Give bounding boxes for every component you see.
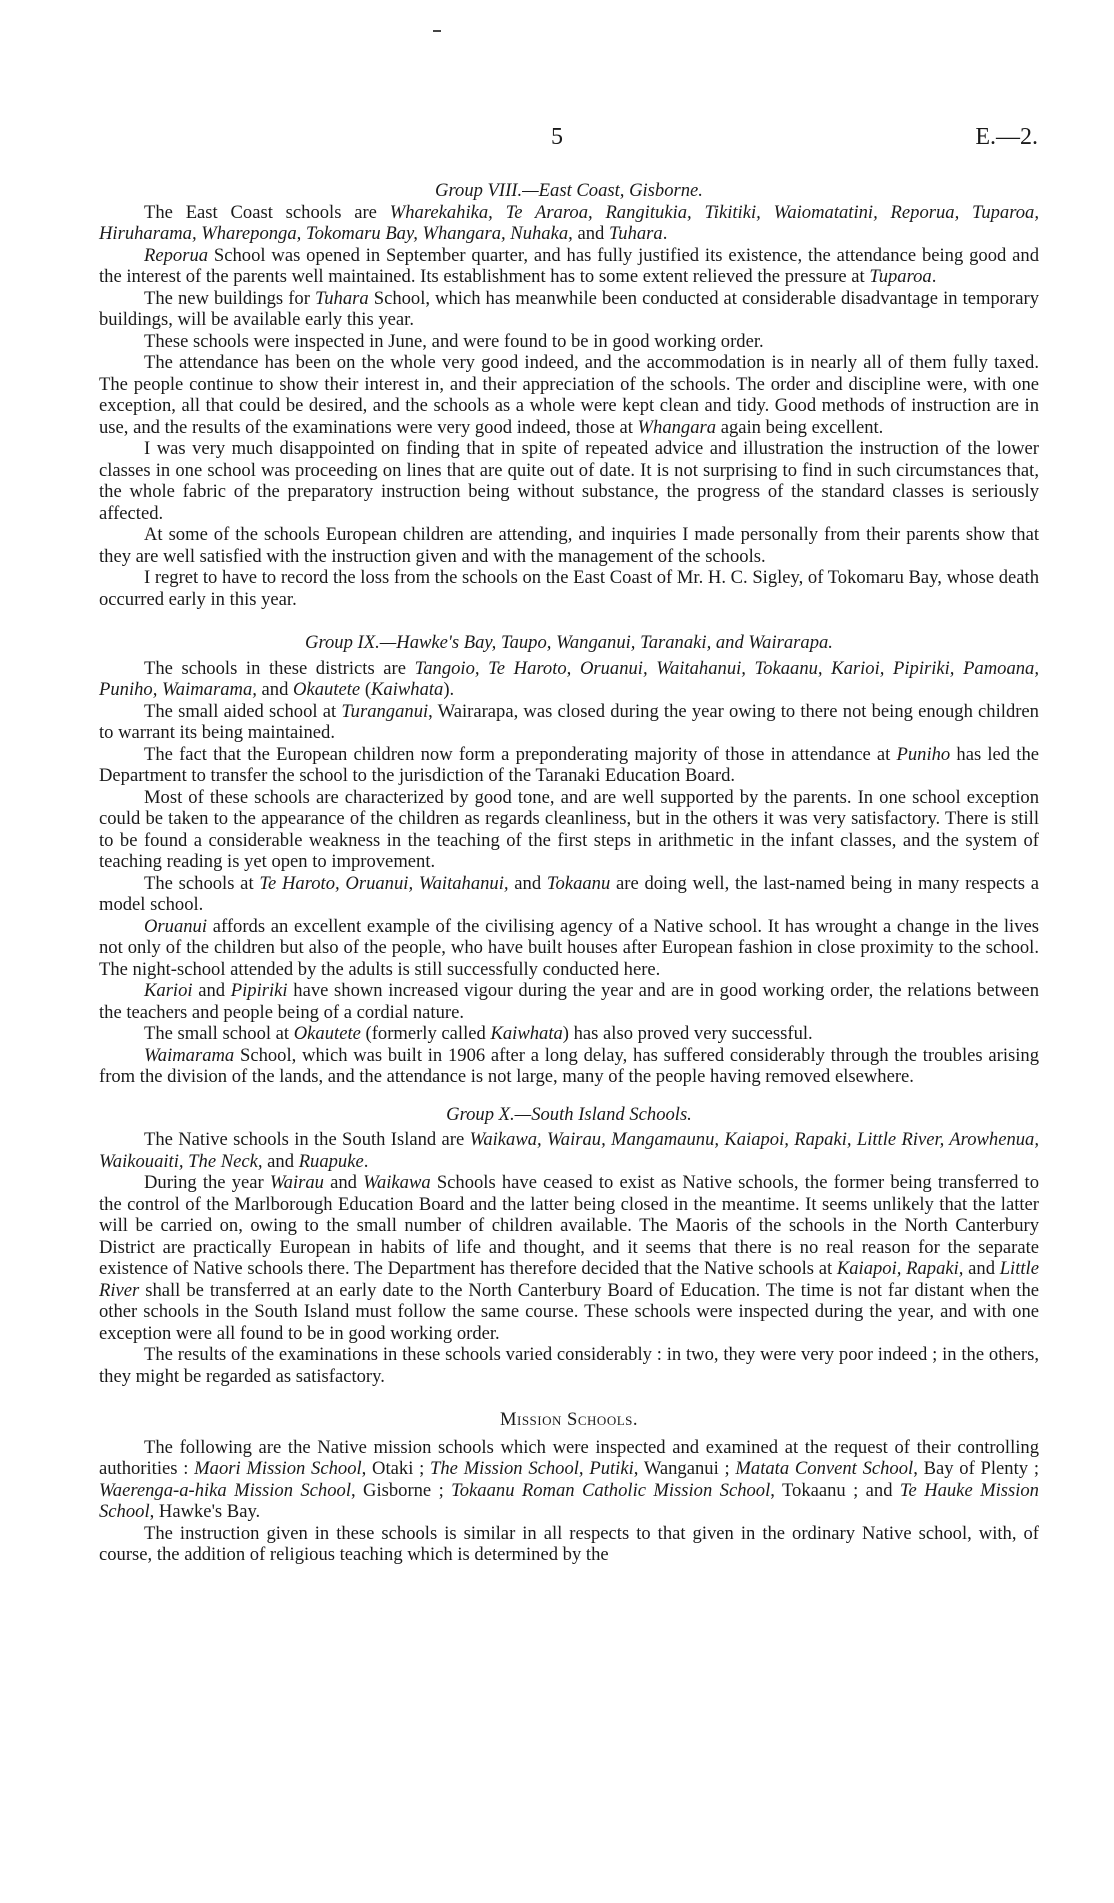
group-9-paragraph-5: The schools at Te Haroto, Oruanui, Waitahanui, and Tokaanu are doing well, the last-named being in many respects a model school. — [99, 872, 1039, 915]
group-9-paragraph-7: Karioi and Pipiriki have shown increased vigour during the year and are in good working order, the relations between the teachers and people being of a cordial nature. — [99, 980, 1039, 1023]
mission-paragraph-2: The instruction given in these schools is similar in all respects to that given in the ordinary Native school, with, of course, the addition of religious teaching which is determined by the — [99, 1522, 1039, 1565]
group-8-paragraph-1: The East Coast schools are Wharekahika, Te Araroa, Rangitukia, Tikitiki, Waiomatatini, Reporua, Tuparoa, Hiruharama, Whareponga, Tokomaru Bay, Whangara, Nuhaka, and Tuhara. — [99, 201, 1040, 244]
group-9-heading: Group IX.—Hawke's Bay, Taupo, Wanganui, Taranaki, and Wairarapa. — [305, 632, 833, 653]
group-8-paragraph-7: At some of the schools European children are attending, and inquiries I made personally from their parents show that they are well satisfied with the instruction given and with the management of the schools. — [99, 524, 1039, 567]
group-8-paragraph-4: These schools were inspected in June, and were found to be in good working order. — [144, 330, 764, 352]
group-8-paragraph-8: I regret to have to record the loss from the schools on the East Coast of Mr. H. C. Sigley, of Tokomaru Bay, whose death occurred early in this year. — [99, 567, 1039, 610]
group-9-paragraph-2: The small aided school at Turanganui, Wairarapa, was closed during the year owing to there not being enough children to warrant its being maintained. — [99, 700, 1039, 743]
group-9-paragraph-3: The fact that the European children now form a preponderating majority of those in attendance at Puniho has led the Department to transfer the school to the jurisdiction of the Taranaki Education Board. — [99, 743, 1039, 786]
group-9-paragraph-6: Oruanui affords an excellent example of the civilising agency of a Native school. It has wrought a change in the lives not only of the children but also of the people, who have built houses after European fashion in close proximity to the school. The night-school attended by the adults is still successfully conducted here. — [99, 915, 1039, 980]
group-10-heading: Group X.—South Island Schools. — [446, 1103, 692, 1125]
mission-schools-heading: Mission Schools. — [499, 1409, 639, 1430]
group-9-paragraph-9: Waimarama School, which was built in 1906 after a long delay, has suffered considerably through the troubles arising from the division of the lands, and the attendance is not large, many of the people having removed elsewhere. — [99, 1044, 1039, 1087]
group-9-paragraph-8: The small school at Okautete (formerly called Kaiwhata) has also proved very successful. — [144, 1023, 813, 1044]
top-mark — [433, 30, 441, 32]
document-body — [99, 180, 1039, 1566]
group-8-paragraph-5: The attendance has been on the whole very good indeed, and the accommodation is in nearly all of them fully taxed. The people continue to show their interest in, and their appreciation of the schools. The order and discipline were, with one exception, all that could be desired, and the schools as a whole were kept clean and tidy. Good methods of instruction are in use, and the results of the examinations were very good indeed, those at Whangara again being excellent. — [99, 352, 1039, 438]
group-9-paragraph-1: The schools in these districts are Tangoio, Te Haroto, Oruanui, Waitahanui, Tokaanu, Karioi, Pipiriki, Pamoana, Puniho, Waimarama, and Okautete (Kaiwhata). — [99, 657, 1039, 700]
group-10-paragraph-3: The results of the examinations in these schools varied considerably : in two, they were very poor indeed ; in the others, they might be regarded as satisfactory. — [99, 1344, 1039, 1387]
group-8-paragraph-2: Reporua School was opened in September quarter, and has fully justified its existence, the attendance being good and the interest of the parents well maintained. Its establishment has to some extent relieved the pressure at Tuparoa. — [99, 244, 1039, 287]
page-number: 5 — [551, 124, 563, 150]
group-8-heading: Group VIII.—East Coast, Gisborne. — [435, 180, 703, 201]
group-9-paragraph-4: Most of these schools are characterized by good tone, and are well supported by the parents. In one school exception could be taken to the appearance of the children as regards cleanliness, but in the others it was very satisfactory. There is still to be found a considerable weakness in the teaching of the first steps in arithmetic in the infant classes, and the system of teaching reading is yet open to improvement. — [99, 786, 1039, 872]
series-code: E.—2. — [975, 124, 1038, 150]
group-10-paragraph-2: During the year Wairau and Waikawa Schools have ceased to exist as Native schools, the former being transferred to the control of the Marlborough Education Board and the latter being closed in the meantime. It seems unlikely that the latter will be carried on, owing to the small number of children available. The Maoris of the schools in the North Canterbury District are practically European in habits of life and thought, and it seems that there is no real reason for the separate existence of Native schools there. The Department has therefore decided that the Native schools at Kaiapoi, Rapaki, and Little River shall be transferred at an early date to the North Canterbury Board of Education. The time is not far distant when the other schools in the South Island must follow the same course. These schools were inspected during the year, and with one exception were all found to be in good working order. — [99, 1172, 1039, 1344]
group-10-paragraph-1: The Native schools in the South Island are Waikawa, Wairau, Mangamaunu, Kaiapoi, Rapaki, Little River, Arowhenua, Waikouaiti, The Neck, and Ruapuke. — [99, 1129, 1039, 1172]
group-8-paragraph-6: I was very much disappointed on finding that in spite of repeated advice and illustration the instruction of the lower classes in one school was proceeding on lines that are quite out of date. It is not surprising to find in such circumstances that, the whole fabric of the preparatory instruction being without substance, the progress of the standard classes is seriously affected. — [99, 438, 1039, 524]
mission-paragraph-1: The following are the Native mission schools which were inspected and examined at the request of their controlling authorities : Maori Mission School, Otaki ; The Mission School, Putiki, Wanganui ; Matata Convent School, Bay of Plenty ; Waerenga-a-hika Mission School, Gisborne ; Tokaanu Roman Catholic Mission School, Tokaanu ; and Te Hauke Mission School, Hawke's Bay. — [99, 1436, 1039, 1522]
group-8-paragraph-3: The new buildings for Tuhara School, which has meanwhile been conducted at considerable disadvantage in temporary buildings, will be available early this year. — [99, 287, 1039, 330]
